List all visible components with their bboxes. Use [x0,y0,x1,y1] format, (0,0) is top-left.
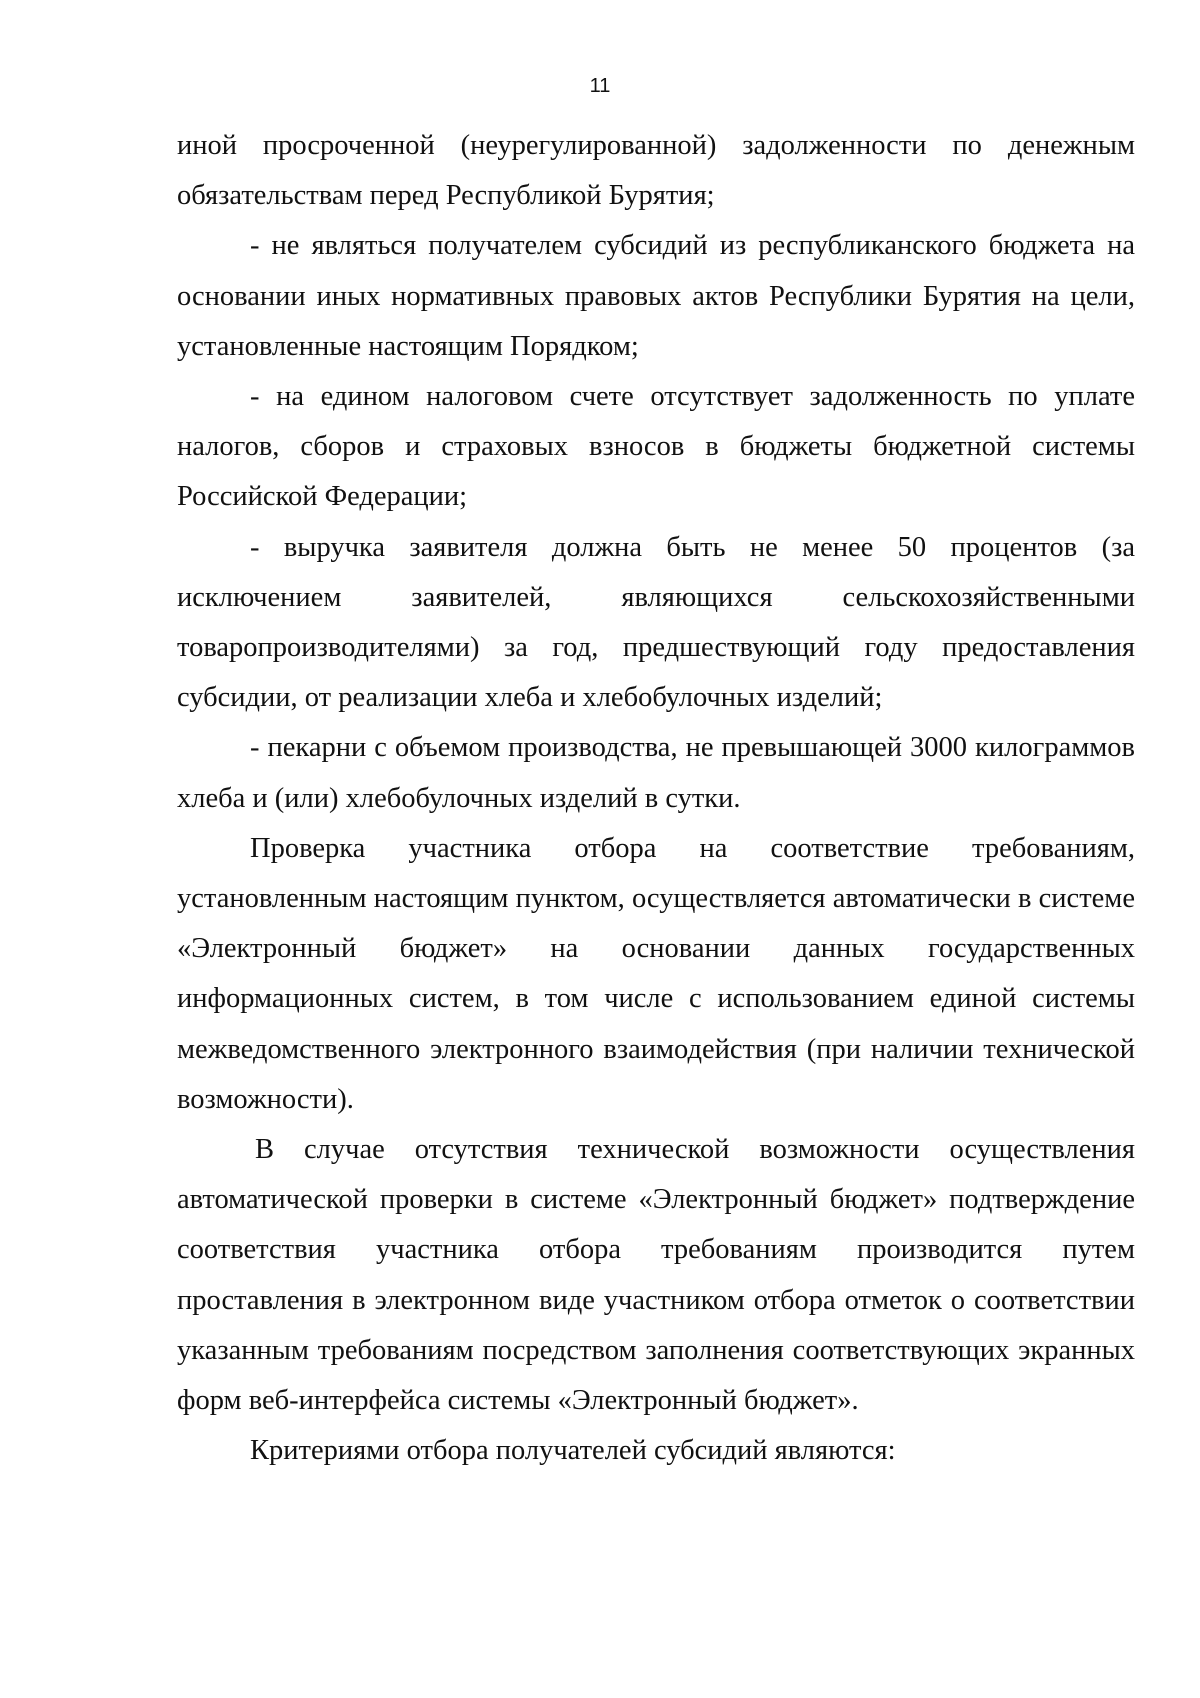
document-body [177,121,1135,1476]
paragraph-bakery-capacity: - пекарни с объемом производства, не превышающей 3000 килограммов хлеба и (или) хлебобулочных изделий в сутки. [177,732,1135,814]
paragraph-selection-criteria: Критериями отбора получателей субсидий являются: [250,1435,896,1467]
paragraph-not-subsidy-recipient: - не являться получателем субсидий из республиканского бюджета на основании иных нормативных правовых актов Республики Бурятия на цели, установленные настоящим Порядком; [177,230,1135,362]
paragraph-automatic-verification: Проверка участника отбора на соответствие требованиям, установленным настоящим пунктом, осуществляется автоматически в системе «Электронный бюджет» на основании данных государственных информационных систем, в том числе с использованием единой системы межведомственного электронного взаимодействия (при наличии технической возможности). [177,832,1135,1115]
paragraph-revenue-requirement: - выручка заявителя должна быть не менее 50 процентов (за исключением заявителей, являющихся сельскохозяйственными товаропроизводителями) за год, предшествующий году предоставления субсидии, от реализации хлеба и хлебобулочных изделий; [177,531,1135,714]
paragraph-no-tax-debt: - на едином налоговом счете отсутствует задолженность по уплате налогов, сборов и страховых взносов в бюджеты бюджетной системы Российской Федерации; [177,381,1135,513]
paragraph-manual-confirmation: В случае отсутствия технической возможности осуществления автоматической проверки в системе «Электронный бюджет» подтверждение соответствия участника отбора требованиям производится путем проставления в электронном виде участником отбора отметок о соответствии указанным требованиям посредством заполнения соответствующих экранных форм веб-интерфейса системы «Электронный бюджет». [177,1134,1135,1417]
page-number: 11 [589,75,611,97]
paragraph-debt-continuation: иной просроченной (неурегулированной) задолженности по денежным обязательствам перед Республикой Бурятия; [177,130,1135,212]
